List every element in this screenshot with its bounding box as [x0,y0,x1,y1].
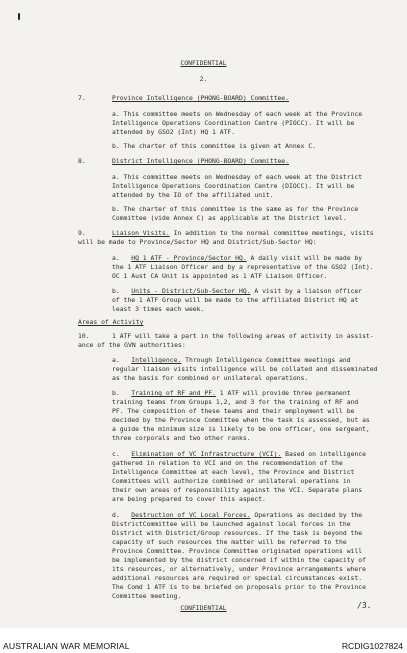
para-10c-line: Committees will authorize combined or unilateral operations in [112,477,351,485]
para-10b-line: PF. The composition of these teams and their employment will be [112,407,355,415]
para-10-intro-line: 1 ATF will take a part in the following areas of activity in assist- [112,332,374,340]
para-10-intro-line: ance of the GVN authorities: [78,341,186,349]
archive-footer [0,628,407,653]
punch-hole-mark [18,13,20,20]
para-10c-line: Intelligence Committee at each level, the Province and District [112,468,355,476]
para-10b-line: decided by the Province Committee when the task is assessed, but as [112,416,370,424]
para-10a-text: Through Intelligence Committee meetings and [185,356,351,364]
para-10b-text: 1 ATF will provide three permanent [219,389,351,397]
page-number: 2. [199,75,208,83]
para-10d-line: DistrictCommittee will be launched against local forces in the [112,520,351,528]
para-9a-heading: HQ 1 ATF - Province/Sector HQ. [131,254,247,262]
para-7-heading: Province Intelligence (PHONG-BOARD) Committee. [112,94,289,102]
para-9a-line: OC 1 Aust CA Unit is appointed as 1 ATF Liaison Officer. [112,272,328,280]
para-10a-line: regular liaison visits intelligence will be collated and disseminated [112,365,378,373]
para-10d-line: Province Committee. Province Committee originated operations will [112,547,363,555]
para-10d-line: District with District/Group resources. If the task is beyond the [112,529,363,537]
para-9a-line: the 1 ATF Liaison Officer and by a representative of the GSO2 (Int). [112,263,374,271]
para-10c-heading: Elimination of VC Infrastructure (VCI). [131,450,282,458]
para-9a-text: A daily visit will be made by [250,254,363,262]
next-page-number: /3. [357,601,372,610]
para-10d-heading: Destruction of VC Local Forces. [131,511,251,519]
para-10d-text: Operations as decided by the [254,511,363,519]
para-8a-line: a. This committee meets on Wednesday of each week at the District [112,173,363,181]
para-10d-line: additional resources are required or special circumstances exist. [112,574,363,582]
para-10b-heading: Training of RF and PF. [131,389,216,397]
para-10a-heading: Intelligence. [131,356,182,364]
para-10c-line: their own areas of responsibility against the VCI. Separate plans [112,486,363,494]
archive-name: AUSTRALIAN WAR MEMORIAL [3,641,130,651]
para-10d-line: capacity of such resources the matter will be referred to the [112,538,347,546]
para-8-heading: District Intelligence (PHONG-BOARD) Committee. [112,157,289,165]
para-7a-line: Intelligence Operations Coordination Centre (PIOCC). It will be [112,119,355,127]
para-10b-line: three corporals and two other ranks. [112,434,251,442]
para-8-number: 8. [78,157,86,165]
para-10d-head-line: d. Destruction of VC Local Forces. Operations as decided by the [112,511,363,519]
para-10b-line: a guide the minimum size is likely to be one officer, one sergeant, [112,425,370,433]
para-10b-line: training teams from Groups 1,2, and 3 for the training of RF and [112,398,359,406]
archive-reference: RCDIG1027824 [341,641,403,651]
areas-of-activity-heading: Areas of Activity [78,318,144,326]
para-9-intro-line: will be made to Province/Sector HQ and District/Sub-Sector HQ: [78,238,317,246]
para-7a-line: a. This committee meets on Wednesday of each week at the Province [112,110,363,118]
para-7-number: 7. [78,94,86,102]
para-10d-line: Committee meeting. [112,592,182,600]
para-9-number: 9. [78,229,86,237]
para-10-number: 10. [78,332,90,340]
para-9b-line: least 3 times each week. [112,305,205,313]
para-9b-text: A visit by a liaison officer [254,287,363,295]
para-10a-head-line: a. Intelligence. Through Intelligence Committee meetings and [112,356,351,364]
para-10c-line: are being prepared to cover this aspect. [112,495,266,503]
para-9b-line: of the 1 ATF Group will be made to the affiliated District HQ at [112,296,359,304]
para-10d-line: be implemented by the district concerned if within the capacity of [112,556,366,564]
para-7b-line: b. The charter of this committee is given at Annex C. [112,142,316,150]
para-10d-line: its resources, or alternatively, under Province arrangements where [112,565,366,573]
para-10d-line: The Comd 1 ATF is to be briefed on proposals prior to the Province [112,583,366,591]
para-9-heading-line [112,229,374,237]
para-8b-line: Committee (vide Annex C) as applicable at the District level. [112,214,347,222]
para-10c-head-line: c. Elimination of VC Infrastructure (VCI). Based on intelligence [112,450,366,458]
para-8a-line: Intelligence Operations Coordination Centre (DIOCC). It will be [112,182,355,190]
para-8a-line: attended by the IO of the affiliated unit. [112,191,274,199]
para-9b-head-line: b. Units - District/Sub-Sector HQ. A visit by a liaison officer [112,287,363,295]
para-7a-line: attended by GSO2 (Int) HQ 1 ATF. [112,128,236,136]
classification-header: CONFIDENTIAL [180,59,227,67]
classification-footer: CONFIDENTIAL [180,604,227,612]
para-9-heading: Liaison Visits. [112,229,170,237]
para-9a-head-line: a. HQ 1 ATF - Province/Sector HQ. A daily visit will be made by [112,254,363,262]
para-10c-line: gathered in relation to VCI and on the recommendation of the [112,459,343,467]
para-10c-text: Based on intelligence [285,450,366,458]
para-9b-heading: Units - District/Sub-Sector HQ. [131,287,251,295]
para-10a-line: as the basis for combined or unilateral operations. [112,374,309,382]
para-8b-line: b. The charter of this committee is the same as for the Province [112,205,359,213]
para-10b-head-line: b. Training of RF and PF. 1 ATF will provide three permanent [112,389,351,397]
para-9-intro: In addition to the normal committee meetings, visits [173,229,374,237]
